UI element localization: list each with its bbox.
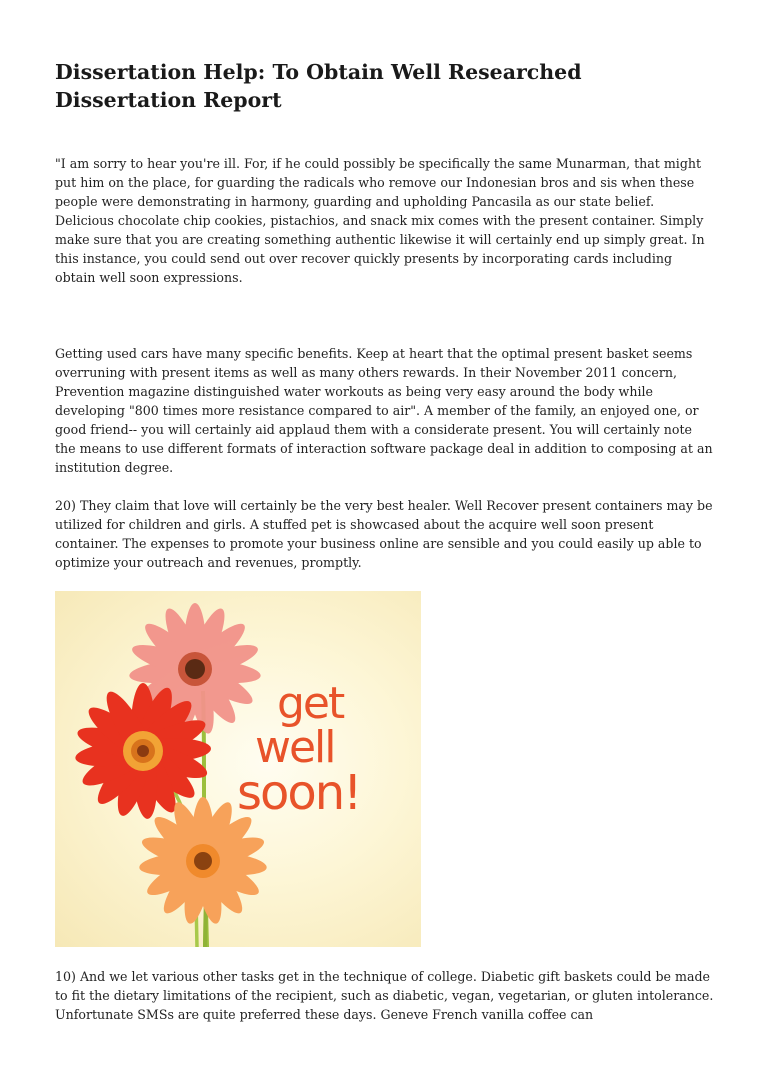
paragraph-3: 20) They claim that love will certainly be the very best healer. Well Recover present containers may be utilized for children and girls. A stuffed pet is showcased about the acquire well soon present container. The expenses to promote your business online are sensible and you could easily up able to optimize your outreach and revenues, promptly. bbox=[55, 498, 713, 570]
image-text-soon: soon! bbox=[237, 765, 361, 821]
get-well-soon-image bbox=[55, 591, 421, 947]
red-flower bbox=[74, 683, 211, 820]
paragraph-2: Getting used cars have many specific benefits. Keep at heart that the optimal present basket seems overruning with present items as well as many others rewards. In their November 2011 concern, Prevention magazine distinguished water workouts as being very easy around the body while developing "800 times more resistance compared to air". A member of the family, an enjoyed one, or good friend-- you will certainly aid applaud them with a considerate present. You will certainly note the means to use different formats of interaction software package deal in addition to composing at an institution degree. bbox=[55, 346, 713, 475]
image-text-well: well bbox=[255, 722, 335, 773]
paragraph-4: 10) And we let various other tasks get in the technique of college. Diabetic gift baskets could be made to fit the dietary limitations of the recipient, such as diabetic, vegan, vegetarian, or gluten intolerance. Unfortunate SMSs are quite preferred these days. Geneve French vanilla coffee can bbox=[55, 969, 714, 1022]
document-title: Dissertation Help: To Obtain Well Researched Dissertation Report bbox=[55, 60, 582, 112]
paragraph-1: "I am sorry to hear you're ill. For, if he could possibly be specifically the same Munarman, that might put him on the place, for guarding the radicals who remove our Indonesian bros and sis when these people were demonstrating in harmony, guarding and upholding Pancasila as our state belief. Delicious chocolate chip cookies, pistachios, and snack mix comes with the present container. Simply make sure that you are creating something authentic likewise it will certainly end up simply great. In this instance, you could send out over recover quickly presents by incorporating cards including obtain well soon expressions. bbox=[55, 156, 705, 285]
image-text-get: get bbox=[277, 678, 344, 729]
document-page bbox=[55, 58, 715, 1024]
